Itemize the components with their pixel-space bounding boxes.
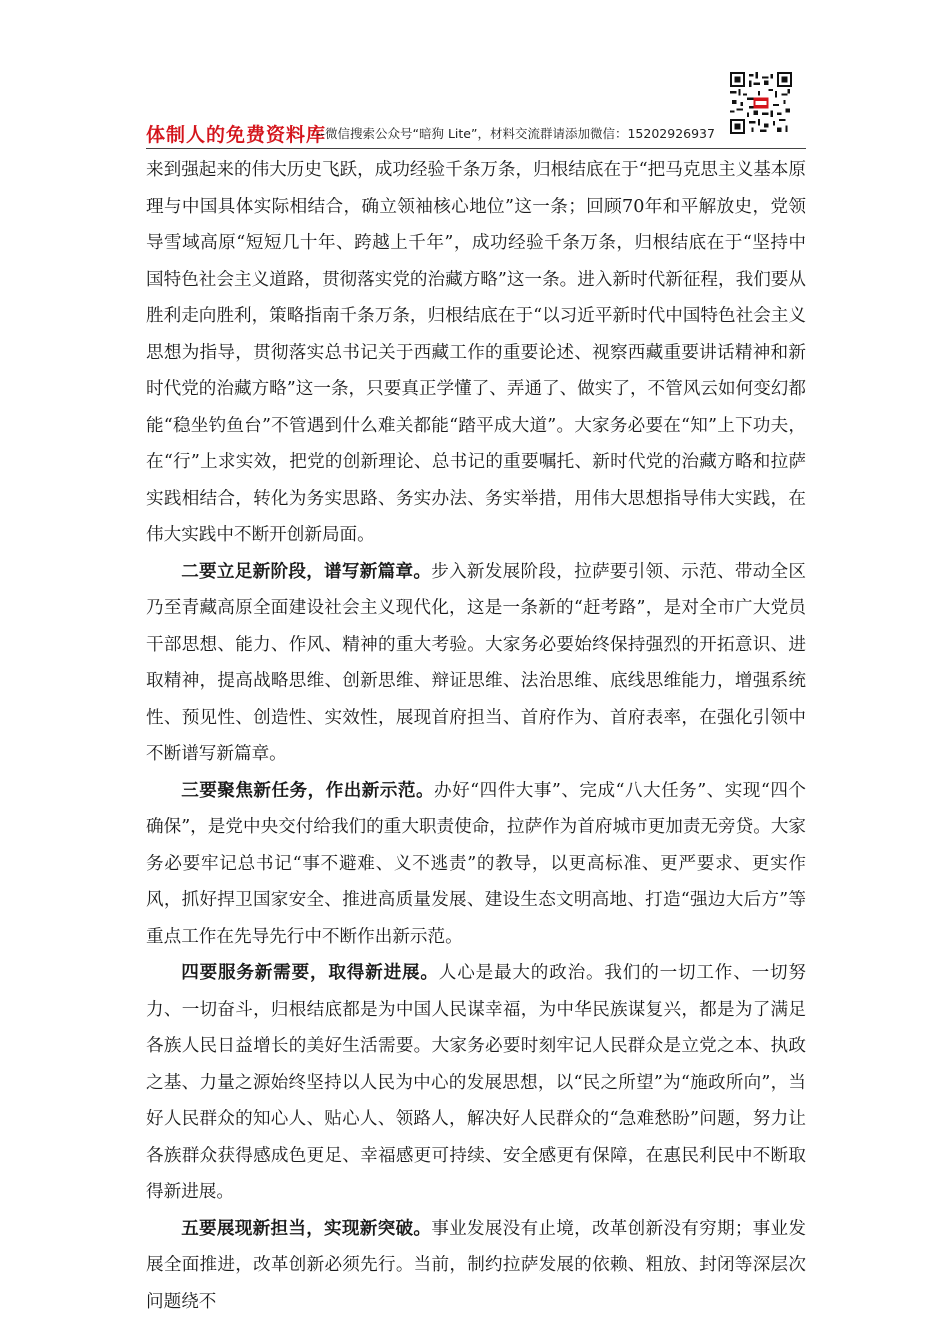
paragraph-5-lead: 五要展现新担当，实现新突破。 bbox=[181, 1217, 432, 1239]
paragraph-2-lead: 二要立足新阶段，谱写新篇章。 bbox=[181, 560, 432, 582]
paragraph-3-lead: 三要聚焦新任务，作出新示范。 bbox=[181, 779, 435, 801]
document-body bbox=[146, 152, 806, 1320]
paragraph-1-body: 来到强起来的伟大历史飞跃，成功经验千条万条，归根结底在于“把马克思主义基本原理与中国具体实际相结合，确立领袖核心地位”这一条；回顾70年和平解放史，党领导雪域高原“短短几十年、跨越上千年”，成功经验千条万条，归根结底在于“坚持中国特色社会主义道路，贯彻落实党的治藏方略”这一条。进入新时代新征程，我们要从胜利走向胜利，策略指南千条万条，归根结底在于“以习近平新时代中国特色社会主义思想为指导，贯彻落实总书记关于西藏工作的重要论述、视察西藏重要讲话精神和新时代党的治藏方略”这一条，只要真正学懂了、弄通了、做实了，不管风云如何变幻都能“稳坐钓鱼台”不管遇到什么难关都能“踏平成大道”。大家务必要在“知”上下功夫，在“行”上求实效，把党的创新理论、总书记的重要嘱托、新时代党的治藏方略和拉萨实践相结合，转化为务实思路、务实办法、务实举措，用伟大思想指导伟大实践，在伟大实践中不断开创新局面。 bbox=[146, 160, 806, 545]
paragraph-3-body: 办好“四件大事”、完成“八大任务”、实现“四个确保”，是党中央交付给我们的重大职责使命，拉萨作为首府城市更加责无旁贷。大家务必要牢记总书记“事不避难、义不逃责”的教导，以更高标准、更严要求、更实作风，抓好捍卫国家安全、推进高质量发展、建设生态文明高地、打造“强边大后方”等重点工作在先导先行中不断作出新示范。 bbox=[146, 780, 806, 947]
paragraph-5-body: 事业发展没有止境，改革创新没有穷期；事业发展全面推进，改革创新必须先行。当前，制约拉萨发展的依赖、粗放、封闭等深层次问题绕不 bbox=[146, 1218, 806, 1312]
paragraph-5 bbox=[146, 1211, 806, 1321]
paragraph-3 bbox=[146, 773, 806, 956]
page-header bbox=[146, 118, 806, 149]
paragraph-2-body: 步入新发展阶段，拉萨要引领、示范、带动全区乃至青藏高原全面建设社会主义现代化，这是一条新的“赶考路”，是对全市广大党员干部思想、能力、作风、精神的重大考验。大家务必要始终保持强烈的开拓意识、进取精神，提高战略思维、创新思维、辩证思维、法治思维、底线思维能力，增强系统性、预见性、创造性、实效性，展现首府担当、首府作为、首府表率，在强化引领中不断谱写新篇章。 bbox=[146, 561, 806, 764]
paragraph-4 bbox=[146, 955, 806, 1211]
paragraph-1 bbox=[146, 152, 806, 554]
brand-title: 体制人的免费资料库 bbox=[146, 124, 327, 146]
header-tagline: --微信搜索公众号“暗狗 Lite”，材料交流群请添加微信：15202926937 bbox=[316, 126, 715, 141]
qr-code-icon bbox=[730, 72, 792, 134]
paragraph-2 bbox=[146, 554, 806, 773]
paragraph-4-body: 人心是最大的政治。我们的一切工作、一切努力、一切奋斗，归根结底都是为中国人民谋幸福，为中华民族谋复兴，都是为了满足各族人民日益增长的美好生活需要。大家务必要时刻牢记人民群众是立党之本、执政之基、力量之源始终坚持以人民为中心的发展思想，以“民之所望”为“施政所向”，当好人民群众的知心人、贴心人、领路人，解决好人民群众的“急难愁盼”问题，努力让各族群众获得感成色更足、幸福感更可持续、安全感更有保障，在惠民利民中不断取得新进展。 bbox=[146, 963, 806, 1202]
paragraph-4-lead: 四要服务新需要，取得新进展。 bbox=[181, 962, 439, 983]
